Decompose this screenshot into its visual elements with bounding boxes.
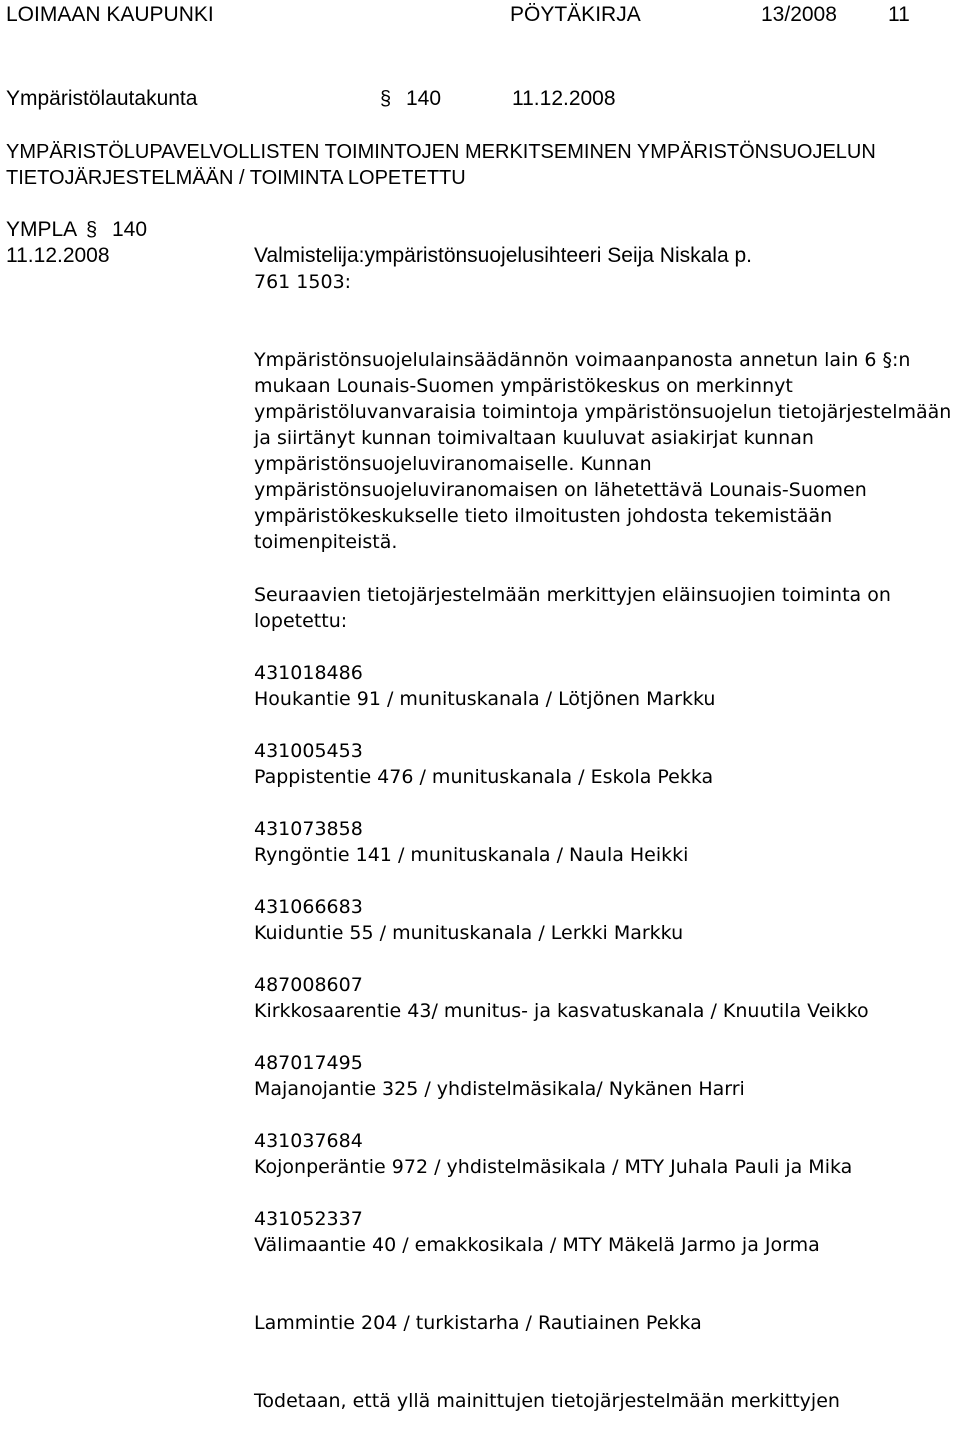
entry-id: 431005453: [254, 740, 363, 762]
entry-description: Majanojantie 325 / yhdistelmäsikala/ Nykänen Harri: [254, 1078, 745, 1100]
section-symbol: §: [380, 88, 392, 110]
entry-description: Lammintie 204 / turkistarha / Rautiainen Pekka: [254, 1312, 702, 1334]
intro-paragraph: Ympäristönsuojelulainsäädännön voimaanpanosta annetun lain 6 §:n mukaan Lounais-Suomen ympäristökeskus on merkinnyt ympäristöluvanvaraisia toimintoja ympäristönsuojelun tietojärjestelmään ja siirtänyt kunnan toimivaltaan kuuluvat asiakirjat kunnan ympäristönsuojeluviranomaiselle. Kunnan ympäristönsuojeluviranomaisen on lähetettävä Lounais-Suomen ympäristökeskukselle tieto ilmoitusten johdosta tekemistään toimenpiteistä.: [254, 349, 952, 553]
entry-id: 431037684: [254, 1130, 363, 1152]
closing-paragraph: Todetaan, että yllä mainittujen tietojärjestelmään merkittyjen: [254, 1390, 840, 1412]
entry-description: Houkantie 91 / munituskanala / Lötjönen Markku: [254, 688, 716, 710]
entry-description: Ryngöntie 141 / munituskanala / Naula Heikki: [254, 844, 689, 866]
section-number: 140: [406, 87, 442, 110]
reference-code: YMPLA: [6, 218, 78, 241]
header-page-number: 11: [888, 3, 910, 26]
entry-description: Kuiduntie 55 / munituskanala / Lerkki Markku: [254, 922, 684, 944]
title-line-2: TIETOJÄRJESTELMÄÄN / TOIMINTA LOPETETTU: [6, 167, 466, 189]
reference-date: 11.12.2008: [6, 244, 110, 267]
entry-description: Pappistentie 476 / munituskanala / Eskola Pekka: [254, 766, 714, 788]
committee-name: Ympäristölautakunta: [6, 87, 198, 110]
header-doc-number: 13/2008: [761, 3, 837, 26]
entry-id: 431073858: [254, 818, 363, 840]
entry-id: 431018486: [254, 662, 363, 684]
header-city: LOIMAAN KAUPUNKI: [6, 3, 214, 26]
header-doc-type: PÖYTÄKIRJA: [510, 3, 641, 26]
list-intro-paragraph: Seuraavien tietojärjestelmään merkittyjen eläinsuojien toiminta on lopetettu:: [254, 584, 891, 632]
preparer-line: Valmistelija:ympäristönsuojelusihteeri Seija Niskala p.: [254, 244, 752, 267]
reference-section-symbol: §: [86, 219, 98, 241]
entry-description: Kirkkosaarentie 43/ munitus- ja kasvatuskanala / Knuutila Veikko: [254, 1000, 869, 1022]
entry-id: 487008607: [254, 974, 363, 996]
entry-description: Kojonperäntie 972 / yhdistelmäsikala / MTY Juhala Pauli ja Mika: [254, 1156, 853, 1178]
entry-id: 487017495: [254, 1052, 363, 1074]
entry-id: 431066683: [254, 896, 363, 918]
preparer-phone: 761 1503:: [254, 271, 352, 293]
reference-section-number: 140: [112, 218, 148, 241]
meeting-date: 11.12.2008: [512, 87, 616, 110]
entry-description: Välimaantie 40 / emakkosikala / MTY Mäkelä Jarmo ja Jorma: [254, 1234, 820, 1256]
title-line-1: YMPÄRISTÖLUPAVELVOLLISTEN TOIMINTOJEN MERKITSEMINEN YMPÄRISTÖNSUOJELUN: [6, 141, 876, 163]
entry-id: 431052337: [254, 1208, 363, 1230]
